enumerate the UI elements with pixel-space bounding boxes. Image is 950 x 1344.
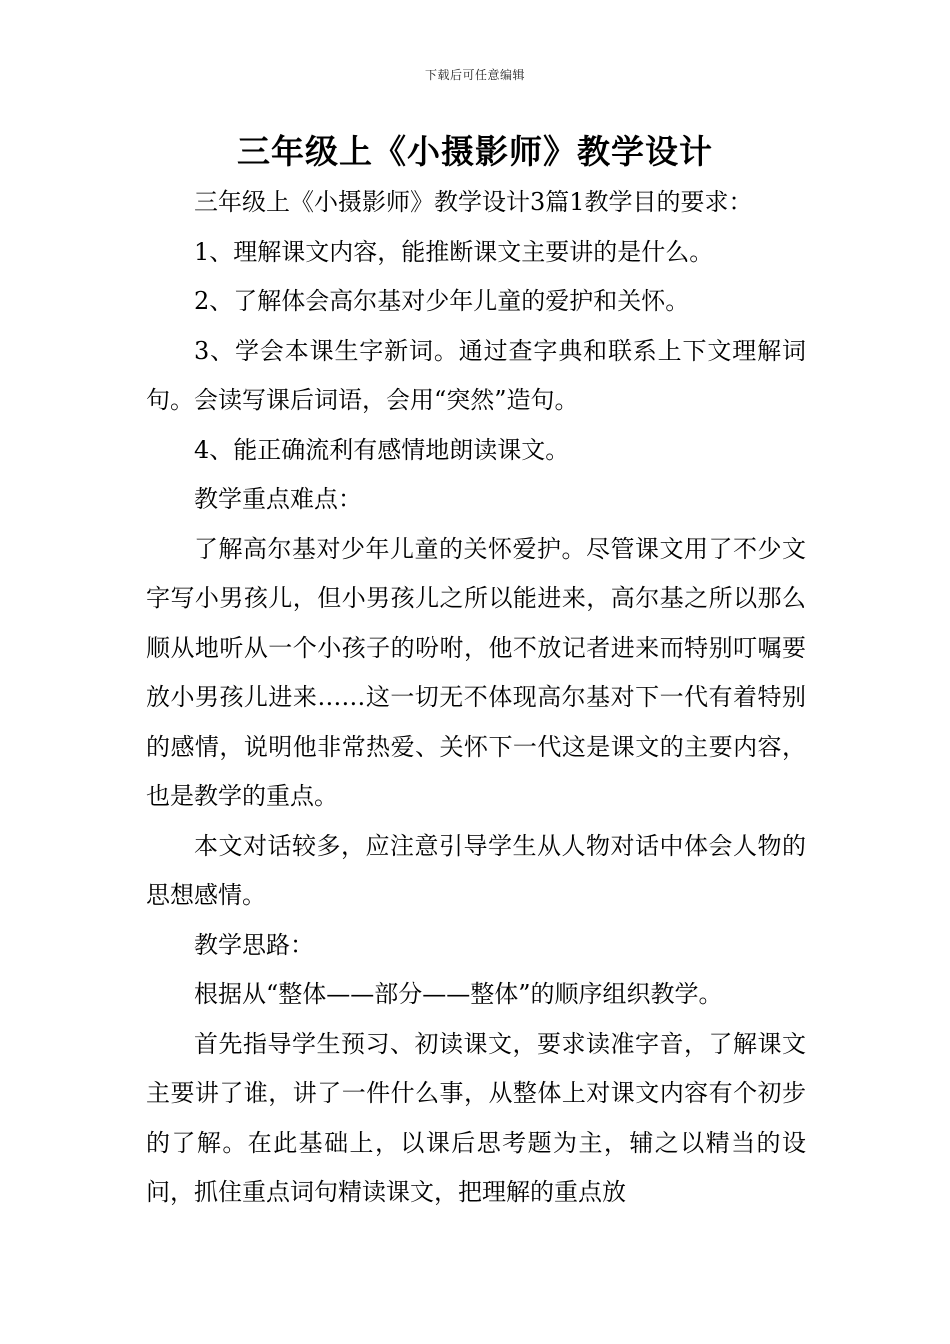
section-heading-key-points: 教学重点难点：	[194, 485, 362, 513]
paragraph-goal-2: 2、了解体会高尔基对少年儿童的爱护和关怀。	[194, 287, 690, 315]
paragraph-goal-4: 4、能正确流利有感情地朗读课文。	[194, 435, 570, 464]
paragraph-intro: 三年级上《小摄影师》教学设计3篇1教学目的要求：	[194, 188, 753, 216]
section-heading-teaching-approach: 教学思路：	[194, 930, 314, 959]
paragraph-dialogue-note: 本文对话较多，应注意引导学生从人物对话中体会人物的思想感情。	[146, 831, 806, 909]
header-note: 下载后可任意编辑	[424, 68, 525, 82]
document-title: 三年级上《小摄影师》教学设计	[237, 132, 713, 171]
paragraph-approach-detail: 首先指导学生预习、初读课文，要求读准字音，了解课文主要讲了谁，讲了一件什么事，从整体上对课文内容有个初步的了解。在此基础上，以课后思考题为主，辅之以精当的设问，抓住重点词句精读课文，把理解的重点放	[146, 1029, 806, 1206]
paragraph-approach-order: 根据从“整体——部分——整体”的顺序组织教学。	[194, 980, 723, 1008]
document-body	[146, 178, 806, 1218]
paragraph-key-points: 了解高尔基对少年儿童的关怀爱护。尽管课文用了不少文字写小男孩儿，但小男孩儿之所以能进来，高尔基之所以那么顺从地听从一个小孩子的吩咐，他不放记者进来而特别叮嘱要放小男孩儿进来……这一切无不体现高尔基对下一代有着特别的感情，说明他非常热爱、关怀下一代这是课文的主要内容，也是教学的重点。	[146, 534, 806, 810]
paragraph-goal-1: 1、理解课文内容，能推断课文主要讲的是什么。	[194, 237, 714, 266]
paragraph-goal-3: 3、学会本课生字新词。通过查字典和联系上下文理解词句。会读写课后词语，会用“突然”造句。	[146, 336, 806, 414]
